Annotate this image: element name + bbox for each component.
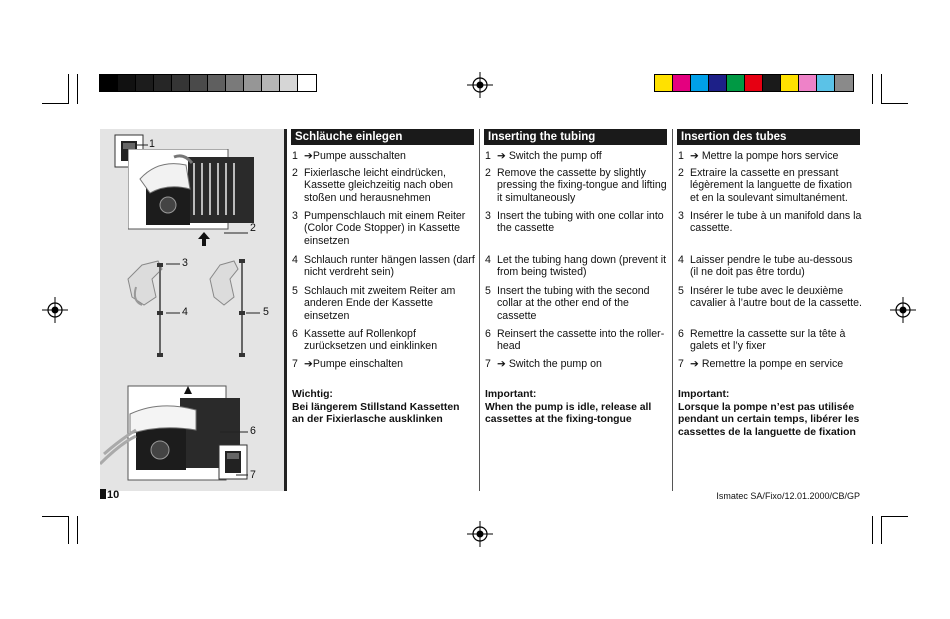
step-text: ➔Pumpe einschalten <box>304 358 403 370</box>
important-note <box>678 389 860 439</box>
callout-1: 1 <box>149 138 155 150</box>
grey-swatch <box>226 75 244 91</box>
step-number: 6 <box>292 328 298 340</box>
color-swatch <box>763 75 781 91</box>
page-number: 10 <box>100 489 119 501</box>
process-color-bar <box>654 74 854 92</box>
step-number: 4 <box>485 254 491 266</box>
callout-4: 4 <box>182 306 188 318</box>
grey-swatch <box>262 75 280 91</box>
grey-swatch <box>118 75 136 91</box>
step-text: Extraire la cassette en pressant légèrement la languette de fixation et en la soulevant simultanément. <box>690 167 852 204</box>
step-text: Insert the tubing with the second collar at the other end of the cassette <box>497 285 650 322</box>
step-number: 1 <box>678 150 684 162</box>
step-text: Pumpenschlauch mit einem Reiter (Color Code Stopper) in Kassette einsetzen <box>304 210 466 247</box>
grey-swatch <box>244 75 262 91</box>
callout-3: 3 <box>182 257 188 269</box>
note-text: Lorsque la pompe n’est pas utilisée pendant un certain temps, libérer les cassettes de la languette de fixation <box>678 401 860 438</box>
grey-scale-bar <box>99 74 317 92</box>
color-swatch <box>691 75 709 91</box>
step-number: 5 <box>292 285 298 297</box>
color-swatch <box>745 75 763 91</box>
step-text: ➔ Mettre la pompe hors service <box>690 150 839 162</box>
note-text: When the pump is idle, release all cassettes at the fixing-tongue <box>485 401 652 426</box>
step-text: ➔ Switch the pump on <box>497 358 602 370</box>
callout-6: 6 <box>250 425 256 437</box>
step-text: Fixierlasche leicht eindrücken, Kassette gleichzeitig nach oben stoßen und herausnehmen <box>304 167 454 204</box>
color-swatch <box>655 75 673 91</box>
color-swatch <box>673 75 691 91</box>
important-note <box>485 389 667 427</box>
important-note <box>292 389 474 427</box>
color-swatch <box>781 75 799 91</box>
note-title: Important: <box>485 389 537 400</box>
grey-swatch <box>280 75 298 91</box>
step-number: 2 <box>485 167 491 179</box>
step-number: 3 <box>292 210 298 222</box>
step-text: Let the tubing hang down (prevent it from being twisted) <box>497 254 667 279</box>
grey-swatch <box>208 75 226 91</box>
color-swatch <box>727 75 745 91</box>
step-number: 2 <box>292 167 298 179</box>
imprint: Ismatec SA/Fixo/12.01.2000/CB/GP <box>716 491 860 501</box>
registration-mark-right <box>890 297 916 323</box>
section-title: Insertion des tubes <box>677 129 860 145</box>
callout-7: 7 <box>250 469 256 481</box>
color-swatch <box>835 75 853 91</box>
step-text: Insérer le tube à un manifold dans la cassette. <box>690 210 862 235</box>
step-number: 7 <box>678 358 684 370</box>
step-text: Insérer le tube avec le deuxième cavalier à l’autre bout de la cassette. <box>690 285 862 310</box>
step-text: Reinsert the cassette into the roller-head <box>497 328 665 353</box>
note-title: Wichtig: <box>292 389 333 400</box>
section-title: Schläuche einlegen <box>291 129 474 145</box>
panel-divider <box>284 129 287 491</box>
grey-swatch <box>190 75 208 91</box>
section-title: Inserting the tubing <box>484 129 667 145</box>
grey-swatch <box>172 75 190 91</box>
step-number: 7 <box>292 358 298 370</box>
color-swatch <box>799 75 817 91</box>
illustration-panel <box>100 129 284 491</box>
step-text: Kassette auf Rollenkopf zurücksetzen und einklinken <box>304 328 438 353</box>
step-text: Schlauch mit zweitem Reiter am anderen Ende der Kassette einsetzen <box>304 285 456 322</box>
step-number: 5 <box>485 285 491 297</box>
registration-mark-bottom <box>467 521 493 547</box>
step-number: 4 <box>292 254 298 266</box>
step-number: 2 <box>678 167 684 179</box>
step-number: 6 <box>678 328 684 340</box>
callout-2: 2 <box>250 222 256 234</box>
step-number: 7 <box>485 358 491 370</box>
column-english <box>484 129 667 426</box>
color-swatch <box>709 75 727 91</box>
step-text: ➔ Remettre la pompe en service <box>690 358 844 370</box>
step-text: Remove the cassette by slightly pressing the fixing-tongue and lifting it simultaneously <box>497 167 667 204</box>
step-number: 6 <box>485 328 491 340</box>
step-text: Schlauch runter hängen lassen (darf nicht verdreht sein) <box>304 254 475 279</box>
callout-5: 5 <box>263 306 269 318</box>
step-text: Laisser pendre le tube au-dessous (il ne doit pas être tordu) <box>690 254 853 279</box>
callout-lines <box>100 129 284 491</box>
column-divider-1 <box>479 129 480 491</box>
note-text: Bei längerem Stillstand Kassetten an der Fixierlasche ausklinken <box>292 401 460 426</box>
grey-swatch <box>298 75 316 91</box>
column-german <box>291 129 475 426</box>
step-number: 4 <box>678 254 684 266</box>
step-number: 5 <box>678 285 684 297</box>
step-number: 3 <box>485 210 491 222</box>
color-swatch <box>817 75 835 91</box>
step-text: Insert the tubing with one collar into the cassette <box>497 210 664 235</box>
registration-mark-top <box>467 72 493 98</box>
grey-swatch <box>154 75 172 91</box>
grey-swatch <box>136 75 154 91</box>
note-title: Important: <box>678 389 730 400</box>
column-divider-2 <box>672 129 673 491</box>
step-number: 1 <box>292 150 298 162</box>
step-text: ➔ Switch the pump off <box>497 150 602 162</box>
step-number: 3 <box>678 210 684 222</box>
step-text: Remettre la cassette sur la tête à galets et l’y fixer <box>690 328 846 353</box>
step-number: 1 <box>485 150 491 162</box>
step-text: ➔Pumpe ausschalten <box>304 150 406 162</box>
registration-mark-left <box>42 297 68 323</box>
grey-swatch <box>100 75 118 91</box>
column-french <box>677 129 862 438</box>
